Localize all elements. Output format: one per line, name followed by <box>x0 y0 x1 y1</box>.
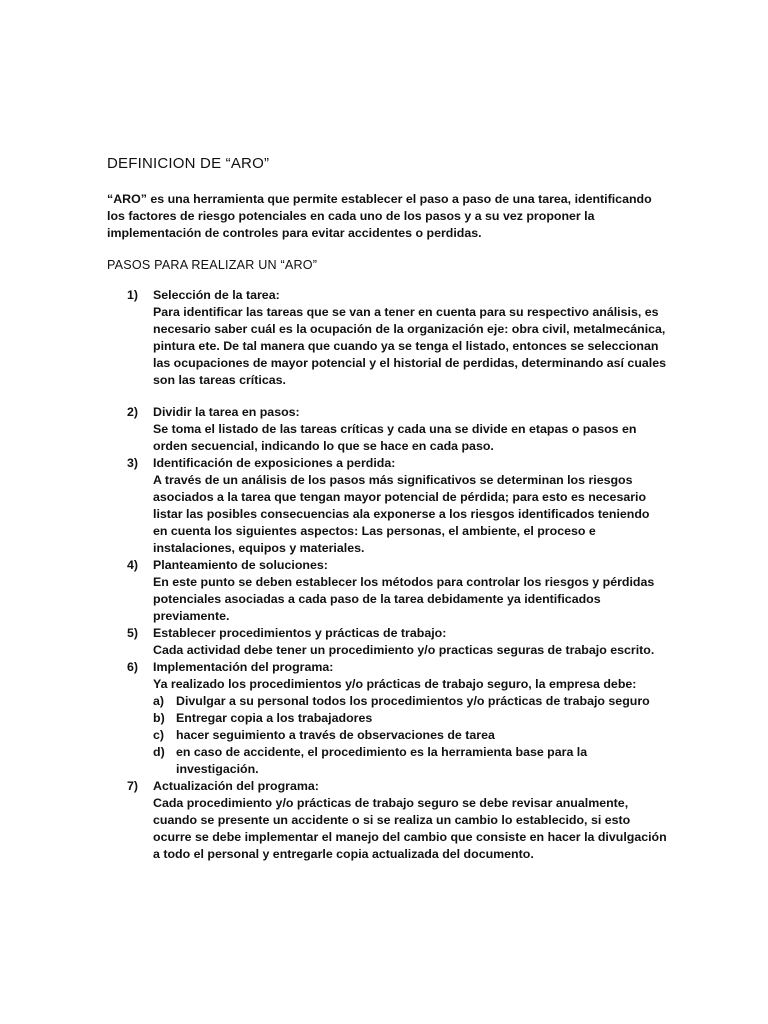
step-body: Cada procedimiento y/o prácticas de trabajo seguro se debe revisar anualmente, cuando se presente un accidente o si se realiza un cambio lo establecido, si esto ocurre se debe implementar el manejo del cambio que consiste en hacer la divulgación a todo el personal y entregarle copia actualizada del documento. <box>153 796 667 861</box>
sub-item-text: Divulgar a su personal todos los procedimientos y/o prácticas de trabajo seguro <box>176 694 650 708</box>
step-title: Identificación de exposiciones a perdida: <box>153 456 396 470</box>
document-page <box>107 155 667 863</box>
sub-item-letter: d) <box>153 745 165 759</box>
step-item <box>107 287 667 389</box>
sub-item-text: hacer seguimiento a través de observaciones de tarea <box>176 728 495 742</box>
step-body: Se toma el listado de las tareas críticas y cada una se divide en etapas o pasos en orden secuencial, indicando lo que se hace en cada paso. <box>153 422 637 453</box>
step-body: A través de un análisis de los pasos más significativos se determinan los riesgos asociados a la tarea que tengan mayor potencial de pérdida; para esto es necesario listar las posibles consecuencias ala exponerse a los riesgos identificados teniendo en cuenta los siguientes aspectos: Las personas, el ambiente, el proceso e instalaciones, equipos y materiales. <box>153 473 650 555</box>
step-number: 4) <box>127 558 139 572</box>
intro-paragraph: “ARO” es una herramienta que permite establecer el paso a paso de una tarea, identificando los factores de riesgo potenciales en cada uno de los pasos y a su vez proponer la implementación de controles para evitar accidentes o perdidas. <box>107 192 652 240</box>
step-body: En este punto se deben establecer los métodos para controlar los riesgos y pérdidas potenciales asociadas a cada paso de la tarea debidamente ya identificados previamente. <box>153 575 655 623</box>
sub-item-letter: a) <box>153 694 165 708</box>
sub-item-letter: c) <box>153 728 165 742</box>
step-title: Selección de la tarea: <box>153 288 280 302</box>
step-item <box>107 625 667 659</box>
document-title: DEFINICION DE “ARO” <box>107 155 270 172</box>
step-body: Ya realizado los procedimientos y/o prácticas de trabajo seguro, la empresa debe: <box>153 677 637 691</box>
step-number: 2) <box>127 405 139 419</box>
sub-list-item <box>153 727 667 744</box>
step-number: 3) <box>127 456 139 470</box>
sub-item-text: en caso de accidente, el procedimiento es la herramienta base para la investigación. <box>176 745 588 776</box>
step-sub-list <box>153 693 667 778</box>
step-number: 1) <box>127 288 139 302</box>
step-number: 5) <box>127 626 139 640</box>
step-item <box>107 778 667 863</box>
step-title: Implementación del programa: <box>153 660 334 674</box>
steps-list <box>107 287 667 863</box>
step-number: 7) <box>127 779 139 793</box>
sub-list-item <box>153 744 667 778</box>
steps-heading: PASOS PARA REALIZAR UN “ARO” <box>107 258 318 272</box>
step-item <box>107 404 667 455</box>
step-body: Para identificar las tareas que se van a tener en cuenta para su respectivo análisis, es necesario saber cuál es la ocupación de la organización eje: obra civil, metalmecánica, pintura ete. De tal manera que cuando ya se tenga el listado, entonces se seleccionan las ocupaciones de mayor potencial y el historial de perdidas, determinando así cuales son las tareas críticas. <box>153 305 667 387</box>
step-item <box>107 557 667 625</box>
step-title: Establecer procedimientos y prácticas de trabajo: <box>153 626 447 640</box>
sub-item-letter: b) <box>153 711 165 725</box>
step-number: 6) <box>127 660 139 674</box>
step-title: Dividir la tarea en pasos: <box>153 405 300 419</box>
step-item <box>107 659 667 778</box>
step-item <box>107 455 667 557</box>
step-body: Cada actividad debe tener un procedimiento y/o practicas seguras de trabajo escrito. <box>153 643 655 657</box>
sub-list-item <box>153 710 667 727</box>
step-title: Planteamiento de soluciones: <box>153 558 328 572</box>
sub-list-item <box>153 693 667 710</box>
step-title: Actualización del programa: <box>153 779 319 793</box>
sub-item-text: Entregar copia a los trabajadores <box>176 711 373 725</box>
